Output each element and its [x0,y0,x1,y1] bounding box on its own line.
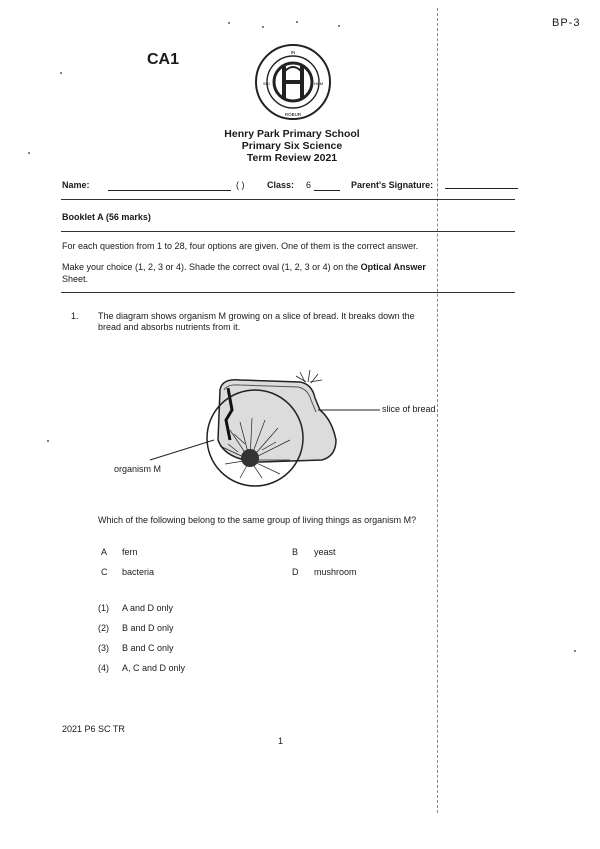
option-number: (3) [98,643,109,653]
footer-code: 2021 P6 SC TR [62,724,125,734]
svg-text:ROBUR: ROBUR [284,112,302,117]
scan-speck [338,25,340,27]
section-code: CA1 [147,51,180,68]
divider [61,292,515,293]
question-number: 1. [71,311,79,321]
subject-title: Primary Six Science [241,140,343,152]
svg-text:HUM: HUM [314,81,324,86]
class-field[interactable] [314,190,340,191]
name-field[interactable] [108,190,231,191]
instruction-line-1: For each question from 1 to 28, four options are given. One of them is the correct answer. [62,241,419,251]
register-number-brackets: ( ) [236,180,245,190]
item-text: yeast [314,547,336,557]
scan-speck [296,21,298,23]
item-letter: C [101,567,108,577]
item-letter: A [101,547,108,557]
scan-speck [574,650,576,652]
svg-text:SCI: SCI [263,81,270,86]
item-text: bacteria [122,567,155,577]
item-letter: B [292,547,299,557]
divider [61,231,515,232]
signature-field[interactable] [445,188,518,189]
option-text: A and D only [122,603,174,613]
page-code: BP-3 [552,17,581,29]
scan-speck [228,22,230,24]
option-number: (2) [98,623,109,633]
school-crest-logo [253,43,333,121]
scan-speck [60,72,62,74]
school-name: Henry Park Primary School [224,128,360,140]
class-value: 6 [306,180,312,190]
name-label: Name: [62,180,90,190]
question-prompt: Which of the following belong to the same group of living things as organism M? [98,515,417,525]
item-letter: D [292,567,299,577]
option-text: B and C only [122,643,174,653]
instruction-line-2: Make your choice (1, 2, 3 or 4). Shade the correct oval (1, 2, 3 or 4) on the [62,262,361,272]
instruction-line-3: Sheet. [62,274,89,284]
svg-text:IN: IN [290,50,296,55]
option-text: B and D only [122,623,174,633]
item-text: mushroom [314,567,357,577]
divider [61,199,515,200]
question-stem-line-1: The diagram shows organism M growing on a slice of bread. It breaks down the [98,311,415,321]
exam-title: Term Review 2021 [246,152,338,164]
scan-speck [262,26,264,28]
label-organism-m: organism M [114,464,162,474]
signature-label: Parent's Signature: [351,180,434,190]
option-number: (4) [98,663,109,673]
scan-speck [47,440,49,442]
option-text: A, C and D only [122,663,186,673]
item-text: fern [122,547,138,557]
page-number: 1 [278,736,284,746]
class-label: Class: [267,180,295,190]
label-slice-of-bread: slice of bread [382,404,436,414]
option-number: (1) [98,603,109,613]
instruction-line-2-bold: Optical Answer [360,262,426,272]
question-stem-line-2: bread and absorbs nutrients from it. [98,322,241,332]
booklet-heading: Booklet A (56 marks) [62,212,151,222]
